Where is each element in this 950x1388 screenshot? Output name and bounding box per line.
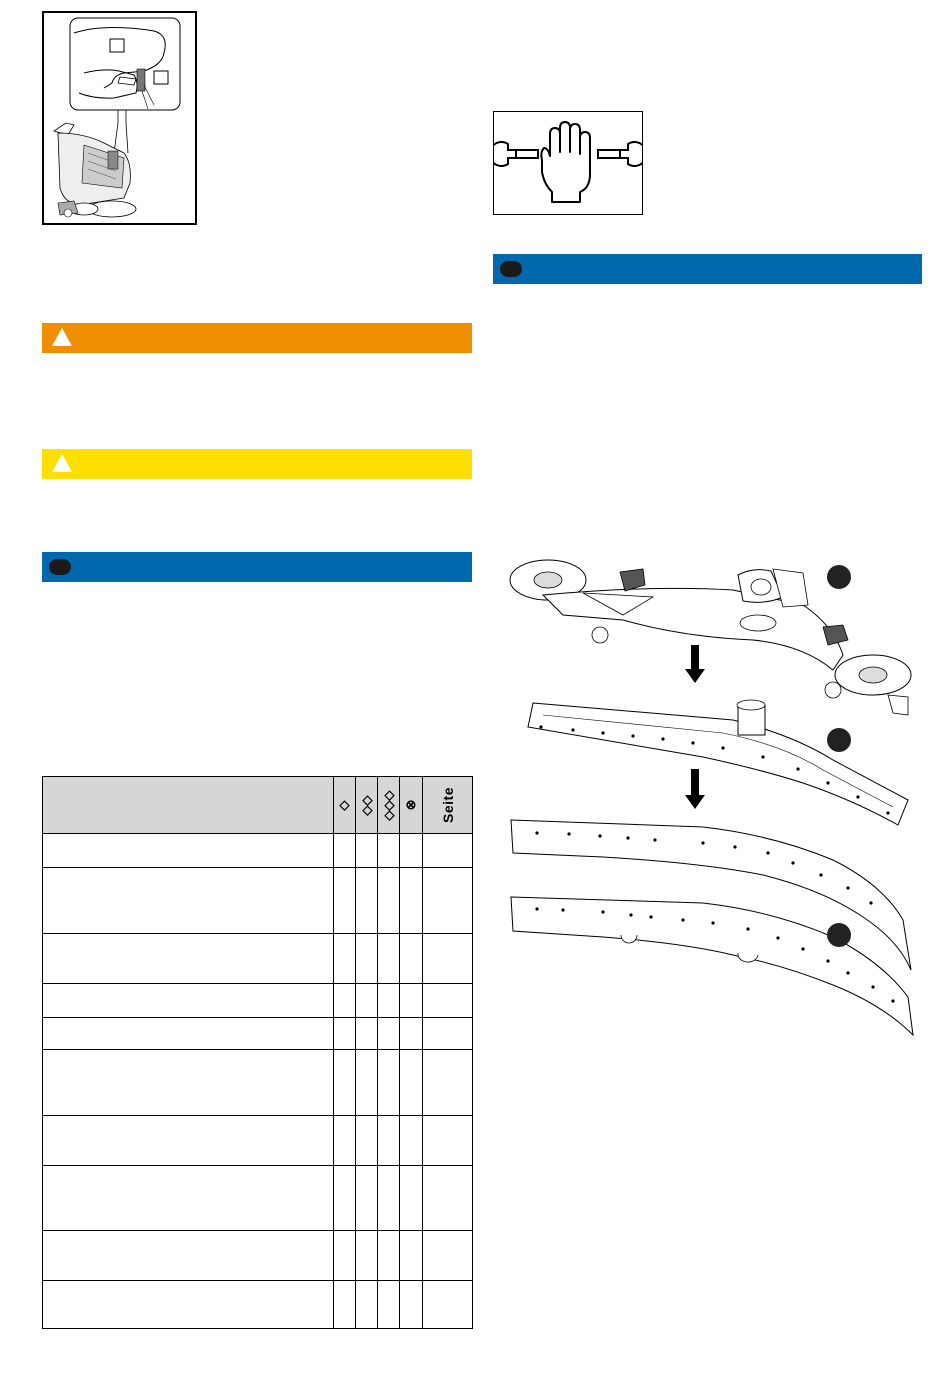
table-row	[43, 984, 473, 1018]
header-monthly: ◇◇◇	[378, 777, 400, 834]
table-row	[43, 1231, 473, 1281]
caution-banner	[42, 449, 472, 479]
maintenance-symbol-box	[493, 111, 643, 215]
header-page: Seite	[423, 777, 473, 834]
maintenance-table	[42, 776, 473, 1329]
header-service: ⊗	[400, 777, 423, 834]
squeegee-exploded-illustration	[503, 545, 923, 1040]
table-row	[43, 1116, 473, 1166]
warning-triangle-icon	[51, 453, 73, 473]
danger-banner	[42, 323, 472, 353]
table-row	[43, 934, 473, 984]
table-header-row	[43, 777, 473, 834]
machine-detail-figure	[42, 11, 197, 225]
machine-illustration	[44, 13, 195, 223]
table-row	[43, 1018, 473, 1050]
table-row	[43, 834, 473, 868]
table-row	[43, 1166, 473, 1231]
language-flag-icon	[500, 261, 522, 277]
language-flag-icon	[49, 559, 71, 575]
header-task	[43, 777, 334, 834]
callout-2	[827, 728, 851, 752]
table-row	[43, 1281, 473, 1329]
header-daily: ◇	[334, 777, 356, 834]
table-row	[43, 1050, 473, 1116]
wrench-hand-icon	[494, 112, 642, 214]
callout-1	[827, 565, 851, 589]
arrow-down-icon	[691, 645, 699, 671]
squeegee-assembly-figure	[503, 545, 923, 1040]
warning-triangle-icon	[51, 327, 73, 347]
arrow-down-icon	[691, 769, 699, 797]
info-banner-right	[493, 254, 922, 284]
callout-3	[827, 923, 851, 947]
header-weekly: ◇◇	[356, 777, 378, 834]
table-row	[43, 868, 473, 934]
info-banner-left	[42, 552, 472, 582]
